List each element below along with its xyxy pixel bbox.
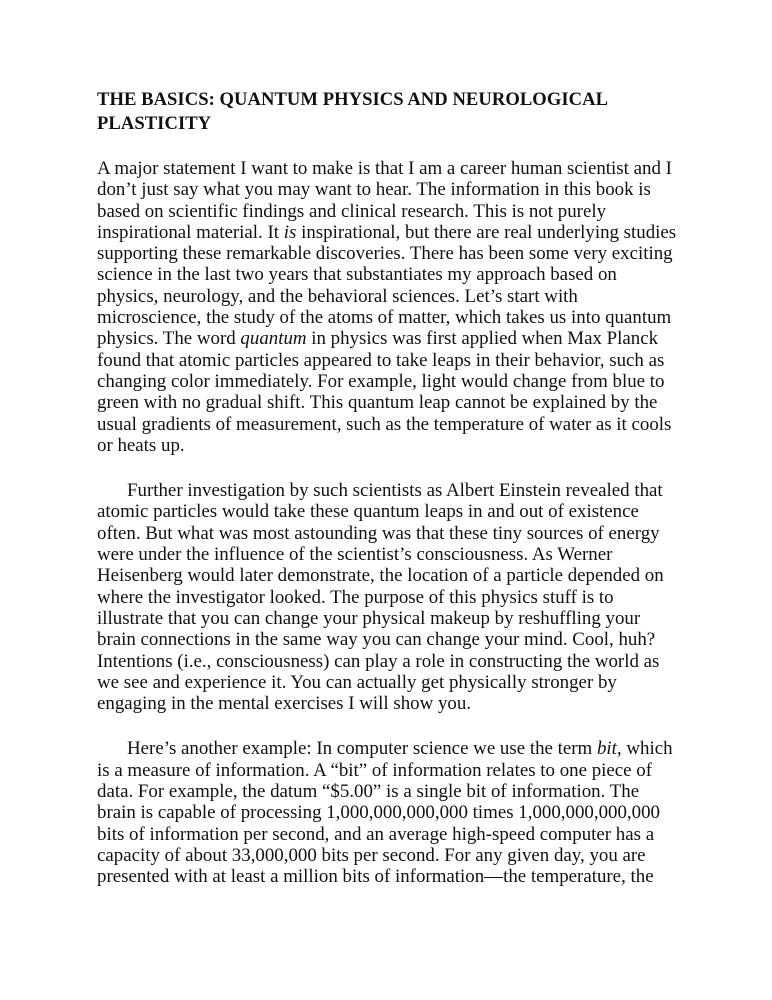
paragraph-1-text-a: A major statement I want to make is that I am a career human scientist and I don’t just say what you may want to hear. The information in this book is based on scientific findings and clinical research. This is not purely inspirational material. It — [97, 158, 672, 243]
paragraph-2: Further investigation by such scientists as Albert Einstein revealed that atomic particles would take these quantum leaps in and out of existence often. But what was most astounding was that these tiny sources of energy were under the influence of the scientist’s consciousness. As Werner Heisenberg would later demonstrate, the location of a particle depended on where the investigator looked. The purpose of this physics stuff is to illustrate that you can change your physical makeup by reshuffling your brain connections in the same way you can change your mind. Cool, huh? Intentions (i.e., consciousness) can play a role in constructing the world as we see and experience it. You can actually get physically stronger by engaging in the mental exercises I will show you. — [97, 480, 664, 715]
paragraph-1-italic-is: is — [283, 221, 297, 243]
paragraph-3-text-c: which is a measure of information. A “bit” of information relates to one piece of data. For example, the datum “$5.00” is a single bit of information. The brain is capable of processing 1,000,000,000,000 times 1,000,000,000,000 bits of information per second, and an average high-speed computer has a capacity of about 33,000,000 bits per second. For any given day, you are presented with at least a million bits of information—the temperature, the — [97, 738, 673, 888]
paragraph-3-text-a: Here’s another example: In computer science we use the term — [127, 738, 597, 760]
paragraph-1-italic-quantum: quantum — [240, 328, 307, 350]
paragraph-1 — [97, 158, 680, 456]
section-heading: THE BASICS: QUANTUM PHYSICS AND NEUROLOGICAL PLASTICITY — [97, 89, 607, 134]
document-page — [97, 88, 680, 888]
paragraph-3-italic-bit: bit, — [596, 738, 622, 760]
paragraph-3 — [97, 738, 680, 887]
paragraph-1-text-e: in physics was first applied when Max Planck found that atomic particles appeared to take leaps in their behavior, such as changing color immediately. For example, light would change from blue to green with no gradual shift. This quantum leap cannot be explained by the usual gradients of measurement, such as the temperature of water as it cools or heats up. — [97, 328, 672, 456]
paragraph-1-text-c: inspirational, but there are real underlying studies supporting these remarkable discoveries. There has been some very exciting science in the last two years that substantiates my approach based on physics, neurology, and the behavioral sciences. Let’s start with microscience, the study of the atoms of matter, which takes us into quantum physics. The word — [97, 221, 677, 350]
